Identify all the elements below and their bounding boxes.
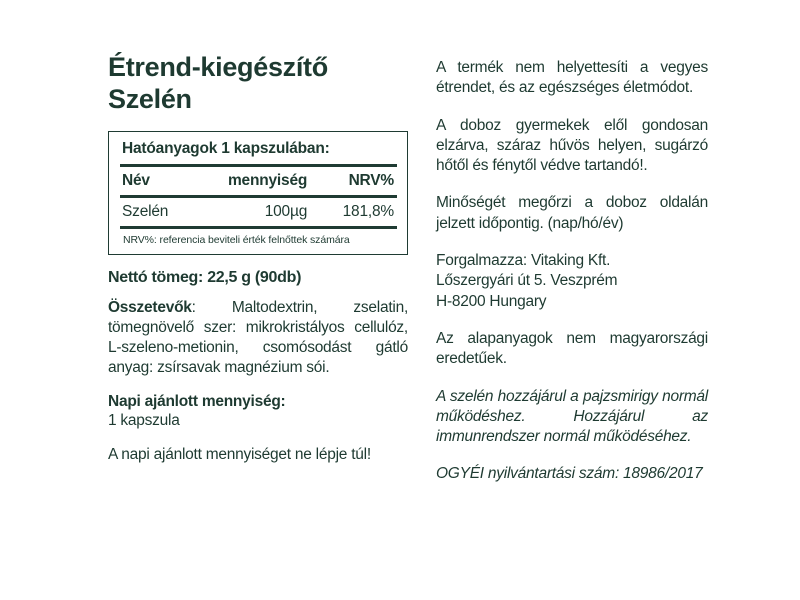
fact-box-footnote: NRV%: referencia beviteli érték felnőttek számára xyxy=(123,234,350,247)
storage-instructions: A doboz gyermekek elől gondosan elzárva, száraz hűvös helyen, sugárzó hőtől és fénytől védve tartandó!. xyxy=(436,116,708,175)
ingredients-label: Összetevők xyxy=(108,299,192,317)
product-type: Étrend-kiegészítő xyxy=(108,52,328,82)
best-before-notice: Minőségét megőrzi a doboz oldalán jelzett időpontig. (nap/hó/év) xyxy=(436,194,708,232)
product-name: Szelén xyxy=(108,83,192,114)
fact-box-caption: Hatóanyagok 1 kapszulában: xyxy=(122,140,330,158)
left-column xyxy=(108,52,408,560)
ingredients-text: : Maltodextrin, zselatin, tömegnövelő szer: mikrokristályos cellulóz, L-szeleno-metionin, csomósodást gátló anyag: zsírsavak magnézium sói. xyxy=(108,299,408,377)
cell-nutrient-nrv: 181,8% xyxy=(342,203,394,221)
distributor-name: Forgalmazza: Vitaking Kft. xyxy=(436,252,611,270)
ingredient-table xyxy=(120,167,397,229)
daily-dose-value: 1 kapszula xyxy=(108,412,180,430)
origin-notice: Az alapanyagok nem magyarországi eredetűek. xyxy=(436,329,708,368)
distributor-info xyxy=(436,251,708,312)
column-header-amount: mennyiség xyxy=(227,172,308,190)
cell-nutrient-amount: 100µg xyxy=(264,203,308,221)
page-title xyxy=(108,52,408,115)
disclaimer-balanced-diet: A termék nem helyettesíti a vegyes étrendet, és az egészséges életmódot. xyxy=(436,59,708,97)
table-header-row xyxy=(120,167,397,195)
registration-number: OGYÉI nyilvántartási szám: 18986/2017 xyxy=(436,465,703,483)
right-column xyxy=(436,52,708,560)
daily-dose-heading: Napi ajánlott mennyiség: xyxy=(108,393,286,411)
cell-nutrient-name: Szelén xyxy=(122,203,169,221)
distributor-country: H-8200 Hungary xyxy=(436,292,547,310)
dose-warning: A napi ajánlott mennyiséget ne lépje túl! xyxy=(108,446,371,464)
table-row xyxy=(120,198,397,226)
ingredients-paragraph xyxy=(108,298,408,378)
net-weight: Nettó tömeg: 22,5 g (90db) xyxy=(108,269,302,287)
column-header-name: Név xyxy=(122,172,150,190)
distributor-street: Lőszergyári út 5. Veszprém xyxy=(436,272,618,290)
health-claim: A szelén hozzájárul a pajzsmirigy normál működéshez. Hozzájárul az immunrendszer normál működéséhez. xyxy=(436,387,708,446)
column-header-nrv: NRV% xyxy=(348,172,394,190)
ingredient-fact-box xyxy=(108,131,408,255)
